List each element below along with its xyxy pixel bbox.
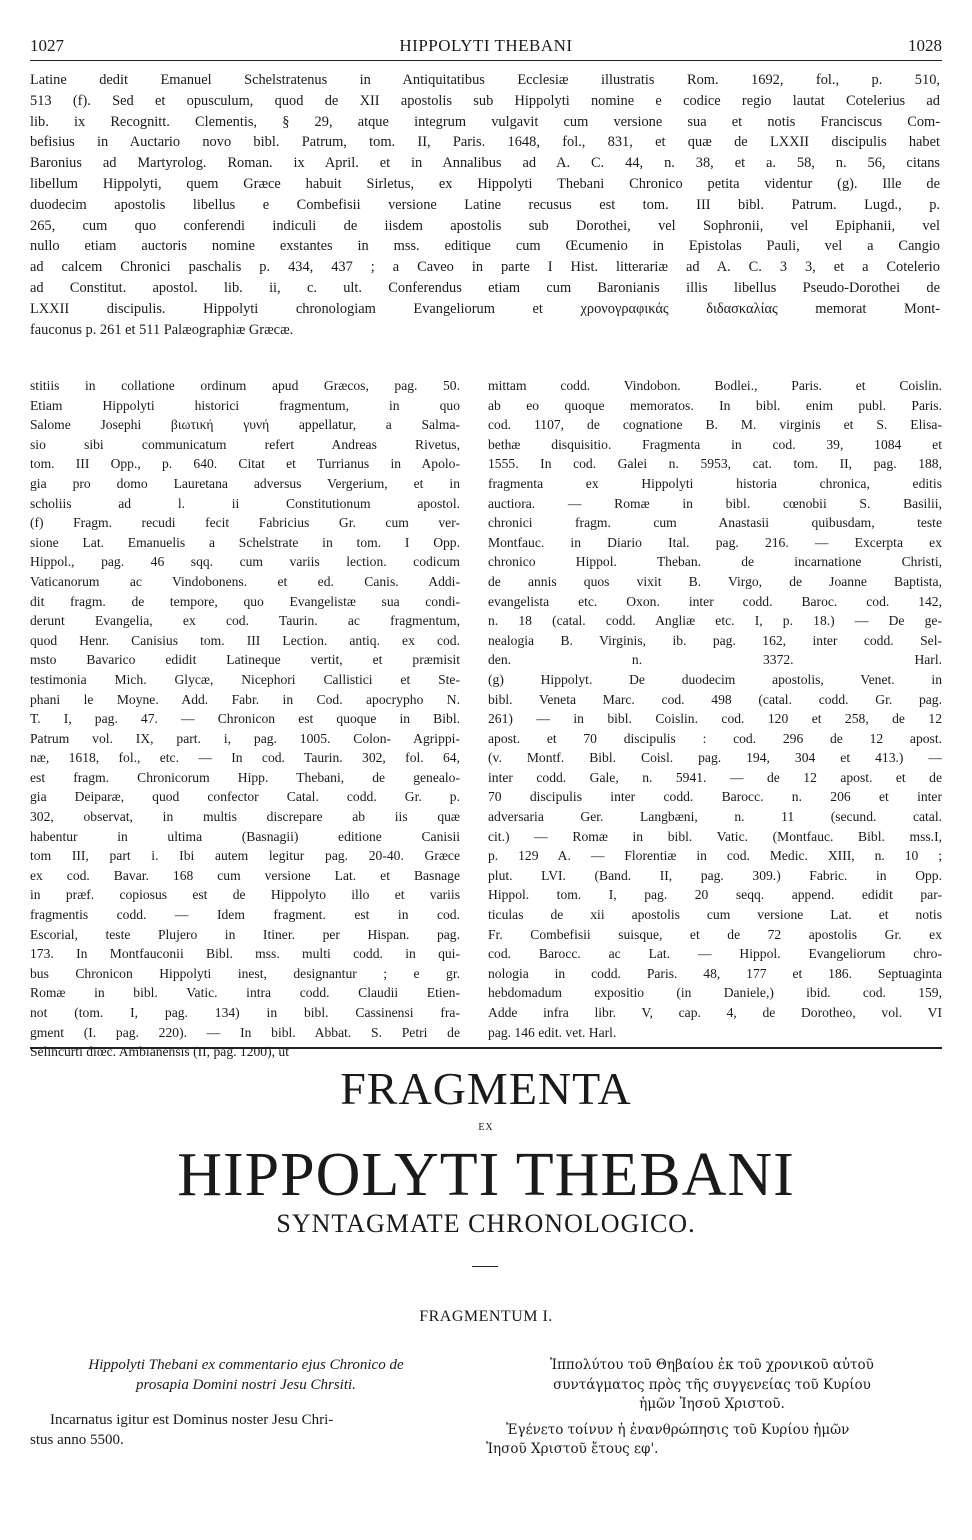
title-subtitle: SYNTAGMATE CHRONOLOGICO.: [276, 1209, 696, 1238]
text-line: pag. 146 edit. vet. Harl.: [488, 1024, 617, 1040]
text-line: evangelista etc. Oxon. inter codd. Baroc. cod. 142,: [488, 593, 942, 609]
latin-body: [30, 1411, 462, 1450]
text-line: Hippol. tom. I, pag. 20 seqq. append. edidit par-: [488, 887, 942, 903]
text-line: gia Deiparæ, quod confector Catal. codd. Gr. p.: [30, 789, 460, 805]
text-line: ad calcem Chronici paschalis p. 434, 437 ; a Caveo in parte I Hist. litterariæ ad A. C. 3 3, et a Cotelerio: [30, 259, 940, 276]
fragment-heading: FRAGMENTUM I.: [419, 1308, 553, 1325]
text-line: Vaticanorum ac Vindobonens. et ed. Canis. Addi-: [30, 573, 460, 589]
text-line: plut. LVI. (Band. II, pag. 309.) Fabric. in Opp.: [488, 867, 942, 883]
text-line: 70 discipulis inter codd. Barocc. n. 206 et inter: [488, 789, 942, 805]
text-line: nologia in codd. Paris. 48, 177 et 186. Septuaginta: [488, 965, 942, 981]
latin-body-line: Incarnatus igitur est Dominus noster Jesu Chri-: [50, 1412, 334, 1428]
text-line: fragmentis codd. — Idem fragment. est in cod.: [30, 907, 460, 923]
text-line: mittam codd. Vindobon. Bodlei., Paris. et Coislin.: [488, 378, 942, 393]
text-line: in præf. copiosus est de Hippolyto illo et variis: [30, 887, 460, 903]
text-line: stitiis in collatione ordinum apud Græcos, pag. 50.: [30, 378, 460, 393]
header-rule: [30, 60, 942, 61]
text-line: (f) Fragm. recudi fecit Fabricius Gr. cum ver-: [30, 515, 460, 531]
intro-paragraph: [30, 70, 940, 340]
text-line: Baronius ad Martyrolog. Roman. ix April. et in Annalibus ad A. C. 44, n. 38, et a. 58, n. 56, citans: [30, 155, 940, 172]
text-line: testimonia Mich. Glycæ, Nicephori Callistici et Ste-: [30, 671, 460, 687]
text-line: nullo etiam auctoris nomine exstantes in mss. editique cum Œcumenio in Epistolas Pauli, vel a Cangio: [30, 238, 940, 255]
title-ex: EX: [478, 1122, 494, 1133]
text-line: ad Constitut. apostol. lib. ii, c. ult. Conferendus etiam cum Baronianis illis libellus Pseudo-Dorothei de: [30, 279, 940, 296]
text-line: næ, 1618, fol., etc. — In cod. Taurin. 302, fol. 64,: [30, 750, 460, 766]
text-line: Montfauc. in Diario Ital. pag. 216. — Excerpta ex: [488, 534, 942, 550]
text-line: fragmenta ex Hippolyti historia chronica, editis: [488, 475, 942, 491]
text-line: fauconus p. 261 et 511 Palæographiæ Græcæ.: [30, 321, 294, 338]
title-rule: [472, 1266, 498, 1267]
greek-caption-line: Ἱππολύτου τοῦ Θηβαίου ἐκ τοῦ χρονικοῦ αὐτοῦ: [550, 1357, 874, 1373]
text-line: hebdomadum expositio (in Daniele,) ibid. cod. 159,: [488, 985, 942, 1001]
text-line: gia pro domo Lauretana adversus Vergerium, et in: [30, 475, 460, 491]
page-number-left: 1027: [30, 36, 64, 55]
text-line: Patrum vol. IX, part. i, pag. 1005. Colon- Agrippi-: [30, 730, 460, 746]
text-line: dit fragm. de tempore, quo Evangelistæ sua condi-: [30, 593, 460, 609]
text-line: 1555. In cod. Galei n. 5953, cat. tom. II, pag. 188,: [488, 456, 942, 472]
text-line: phani le Moyne. Add. Fabr. in Cod. apocrypho N.: [30, 691, 460, 707]
text-line: Selincurti diœc. Ambianensis (II, pag. 1200), ut: [30, 1044, 289, 1060]
text-line: cod. 1107, de cognatione B. M. virginis et S. Elisa-: [488, 417, 942, 433]
text-line: derunt Evangelia, ex cod. Taurin. ac fragmentum,: [30, 613, 460, 629]
text-line: duodecim apostolis libellus e Combefisii versione Latine recusus est tom. III bibl. Patrum. Lugd., p.: [30, 196, 940, 213]
text-line: 261) — in bibl. Coislin. cod. 120 et 258, de 12: [488, 711, 942, 727]
running-title: HIPPOLYTI THEBANI: [399, 36, 573, 55]
footnotes-left-column: [30, 376, 460, 1062]
text-line: cod. Barocc. ac Lat. — Hippol. Evangeliorum chro-: [488, 946, 942, 962]
text-line: ex cod. Bavar. 168 cum versione Lat. et Basnage: [30, 867, 460, 883]
title-main: HIPPOLYTI THEBANI: [177, 1141, 795, 1209]
latin-caption-line: prosapia Domini nostri Jesu Chrsiti.: [136, 1376, 356, 1393]
text-line: chronici fragm. cum Anastasii quibusdam, teste: [488, 515, 942, 531]
text-line: gment (I. pag. 220). — In bibl. Abbat. S. Petri de: [30, 1024, 460, 1040]
text-line: ticulas de xii apostolis cum versione Lat. et notis: [488, 907, 942, 923]
text-line: Etiam Hippolyti historici fragmentum, in quo: [30, 397, 460, 413]
text-line: scholiis ad l. ii Constitutionum apostol.: [30, 495, 460, 511]
text-line: ab eo quoque memoratos. In bibl. enim publ. Paris.: [488, 397, 942, 413]
fragment-latin-column: [30, 1356, 462, 1450]
text-line: bethæ disquisitio. Fragmenta in cod. 39, 1084 et: [488, 436, 942, 452]
text-line: msto Bavarico edidit Latineque vertit, et præmisit: [30, 652, 460, 668]
text-line: befisius in Auctario novo bibl. Patrum, tom. II, Paris. 1648, fol., 831, et quæ de LXXII discipulis habet: [30, 134, 940, 151]
text-line: not (tom. I, pag. 134) in bibl. Cassinensi fra-: [30, 1005, 460, 1020]
text-line: Adde infra libr. V, cap. 4, de Dorotheo, vol. VI: [488, 1005, 942, 1020]
text-line: Escorial, teste Plujero in Itiner. per Hispan. pag.: [30, 926, 460, 942]
text-line: 265, cum quo conferendi indiculi de iisdem apostolis sub Dorothei, vel Sophronii, vel Epiphanii, vel: [30, 217, 940, 234]
text-line: sione Lat. Emanuelis a Schelstrate in tom. I Opp.: [30, 534, 460, 550]
page-number-right: 1028: [908, 36, 942, 55]
text-line: Romæ in bibl. Vatic. intra codd. Claudii Etien-: [30, 985, 460, 1001]
footnotes-right-column: [488, 376, 942, 1042]
text-line: Salome Josephi βιωτική γυνή appellatur, a Salma-: [30, 417, 460, 433]
text-line: inter codd. Gale, n. 5941. — de 12 apost. et de: [488, 769, 942, 785]
text-line: Latine dedit Emanuel Schelstratenus in Antiquitatibus Ecclesiæ illustratis Rom. 1692, fol., p. 510,: [30, 72, 940, 88]
text-line: tom. III Opp., p. 640. Citat et Turrianus in Apolo-: [30, 456, 460, 472]
text-line: bus Chronicon Hippolyti inest, designantur ; e gr.: [30, 965, 460, 981]
text-line: Hippol., pag. 46 sqq. cum variis lection. codicum: [30, 554, 460, 570]
text-line: 173. In Montfauconii Bibl. mss. multi codd. in qui-: [30, 946, 460, 962]
text-line: apost. et 70 discipulis : cod. 296 de 12 apost.: [488, 730, 942, 746]
text-line: auctiora. — Romæ in bibl. cœnobii S. Basilii,: [488, 495, 942, 511]
text-line: quod Henr. Canisius tom. III Lection. antiq. ex cod.: [30, 632, 460, 648]
text-line: 513 (f). Sed et opusculum, quod de XII apostolis sub Hippolyti nomine e codice regio lautat Cotelerius ad: [30, 92, 940, 109]
text-line: lib. ix Recognitt. Clementis, § 29, atque integrum vulgavit cum versione sua et notis Franciscus Com-: [30, 113, 940, 130]
fragment-greek-column: [486, 1356, 938, 1460]
section-divider: [30, 1047, 942, 1049]
text-line: p. 129 A. — Florentiæ in cod. Medic. XIII, n. 10 ;: [488, 848, 942, 864]
text-line: libellum Hippolyti, quem Græce habuit Sirletus, ex Hippolyti Thebani Chronico petita videntur (g). Ille de: [30, 175, 940, 192]
text-line: T. I, pag. 47. — Chronicon est quoque in Bibl.: [30, 711, 460, 727]
text-line: tom III, part i. Ibi autem legitur pag. 20-40. Græce: [30, 848, 460, 864]
latin-caption-line: Hippolyti Thebani ex commentario ejus Chronico de: [88, 1357, 404, 1373]
text-line: chronico Hippol. Theban. de incarnatione Christi,: [488, 554, 942, 570]
greek-body: [486, 1421, 938, 1460]
text-line: LXXII discipulis. Hippolyti chronologiam Evangeliorum et χρονογραφικάς διδασκαλίας memorat Mont-: [30, 300, 940, 317]
text-line: adversaria Ger. Langbæni, n. 11 (secund. catal.: [488, 809, 942, 825]
text-line: den. n. 3372. Harl.: [488, 652, 942, 668]
text-line: cit.) — Romæ in bibl. Vatic. (Montfauc. Bibl. mss.I,: [488, 828, 942, 844]
text-line: Fr. Combefisii suisque, et de 72 apostolis Gr. ex: [488, 926, 942, 942]
text-line: 302, observat, in multis discrepare ab iis quæ: [30, 809, 460, 825]
text-line: nealogia B. Virginis, ib. pag. 162, inter codd. Sel-: [488, 632, 942, 648]
latin-body-line: stus anno 5500.: [30, 1431, 124, 1448]
text-line: de annis quos vixit B. Virgo, de Joanne Baptista,: [488, 573, 942, 589]
title-fragmenta: FRAGMENTA: [340, 1063, 632, 1114]
text-line: bibl. Veneta Marc. cod. 498 (catal. codd. Gr. pag.: [488, 691, 942, 707]
text-line: sio sibi communicatum refert Andreas Rivetus,: [30, 436, 460, 452]
text-line: (v. Montf. Bibl. Coisl. pag. 194, 304 et 413.) —: [488, 750, 942, 766]
greek-caption-line: συντάγματος πρὸς τῆς συγγενείας τοῦ Κυρίου: [553, 1376, 871, 1393]
text-line: (g) Hippolyt. De duodecim apostolis, Venet. in: [488, 671, 942, 687]
greek-body-line: Ἰησοῦ Χριστοῦ ἔτους εφ'.: [486, 1441, 659, 1457]
text-line: n. 18 (catal. codd. Angliæ etc. I, p. 18.) — De ge-: [488, 613, 942, 629]
page-header: [30, 36, 942, 60]
greek-body-line: Ἐγένετο τοίνυν ἡ ἐνανθρώπησις τοῦ Κυρίου ἡμῶν: [506, 1421, 850, 1438]
text-line: habentur in ultima (Basnagii) editione Canisii: [30, 828, 460, 844]
greek-caption-line: ἡμῶν Ἰησοῦ Χριστοῦ.: [639, 1396, 785, 1412]
text-line: est fragm. Chronicorum Hipp. Thebani, de genealo-: [30, 769, 460, 785]
